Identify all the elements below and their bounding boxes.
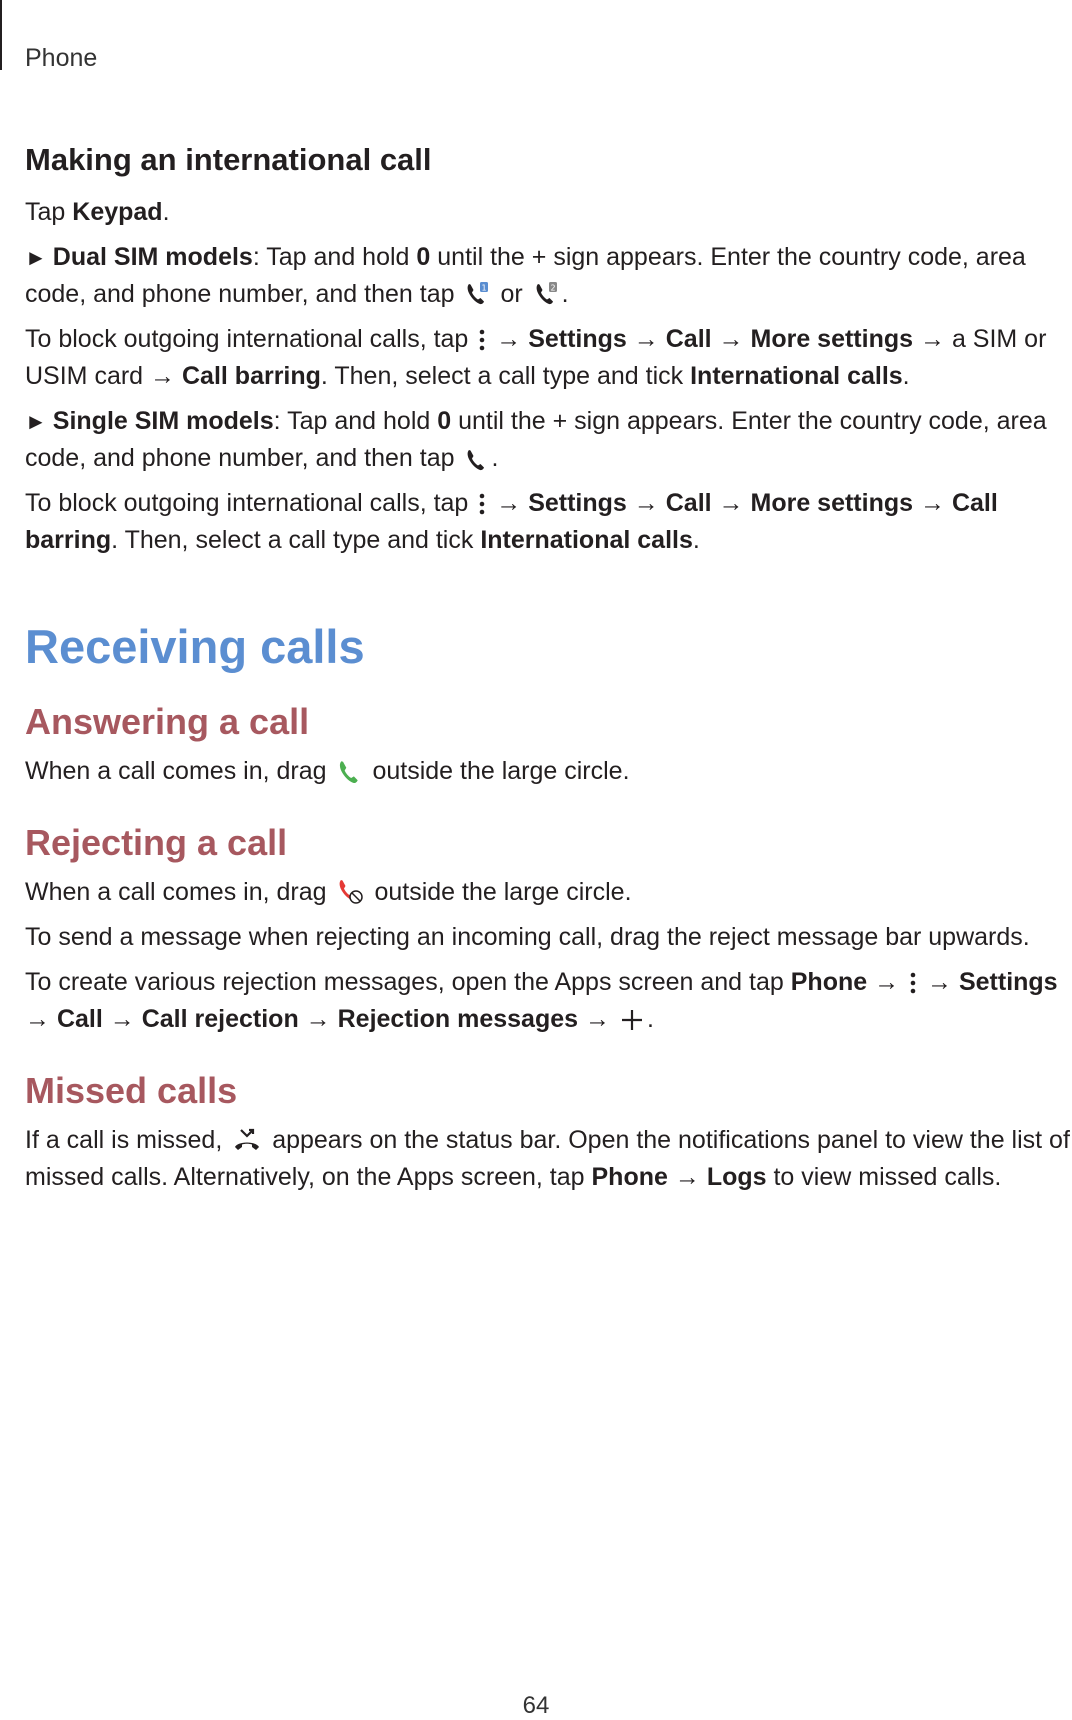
heading-making-international-call: Making an international call (25, 142, 432, 177)
bullet-triangle-icon: ► (25, 245, 47, 270)
dual-sim-label: Dual SIM models (52, 243, 253, 271)
single-sim-label: Single SIM models (52, 407, 274, 435)
page-header: Phone (25, 44, 98, 72)
para-answering: When a call comes in, drag outside the large circle. (25, 757, 630, 785)
para-block-single: To block outgoing international calls, tap → Settings → Call → More settings → Call barring. Then, select a call type and tick International calls. (25, 489, 998, 554)
para-dual-sim: ► Dual SIM models: Tap and hold 0 until the + sign appears. Enter the country code, area code, and phone number, and then tap 1 or 2 . (25, 243, 1026, 308)
more-options-icon (909, 971, 917, 995)
para-block-dual: To block outgoing international calls, tap → Settings → Call → More settings → a SIM or USIM card → Call barring. Then, select a call type and tick International calls. (25, 325, 1047, 390)
phone-handset-icon (464, 447, 488, 471)
heading-answering-call: Answering a call (25, 701, 310, 742)
page-number: 64 (522, 1692, 550, 1719)
more-options-icon (478, 492, 486, 516)
para-create-rejection: To create various rejection messages, open the Apps screen and tap Phone → → Settings → Call → Call rejection → Rejection messages → . (25, 968, 1058, 1033)
svg-text:1: 1 (481, 283, 488, 293)
sim1-call-icon (464, 281, 490, 307)
para-tap-keypad: Tap Keypad. (25, 198, 170, 226)
heading-receiving-calls: Receiving calls (25, 620, 365, 673)
para-send-message: To send a message when rejecting an incoming call, drag the reject message bar upwards. (25, 923, 1030, 951)
more-options-icon (478, 328, 486, 352)
svg-text:2: 2 (550, 283, 556, 293)
answer-call-icon (336, 758, 362, 784)
page-content (25, 140, 1070, 1196)
heading-missed-calls: Missed calls (25, 1070, 238, 1111)
add-icon (620, 1008, 644, 1032)
reject-call-icon (336, 877, 364, 905)
sim2-call-icon (533, 281, 559, 307)
para-rejecting: When a call comes in, drag outside the large circle. (25, 878, 632, 906)
margin-line (0, 0, 2, 70)
bullet-triangle-icon: ► (25, 409, 47, 434)
keypad-label: Keypad (72, 198, 163, 226)
para-missed: If a call is missed, appears on the status bar. Open the notifications panel to view the list of missed calls. Alternatively, on the Apps screen, tap Phone → Logs to view missed calls. (25, 1126, 1070, 1191)
missed-call-icon (232, 1127, 262, 1153)
para-single-sim: ► Single SIM models: Tap and hold 0 until the + sign appears. Enter the country code, area code, and phone number, and then tap . (25, 407, 1047, 472)
heading-rejecting-call: Rejecting a call (25, 822, 288, 863)
